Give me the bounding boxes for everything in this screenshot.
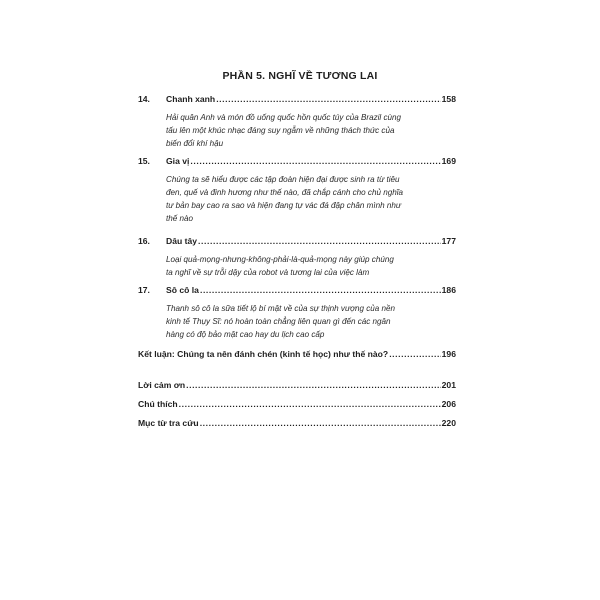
toc-entry-heading: [138, 348, 456, 360]
chapter-number: 16.: [138, 236, 150, 246]
dot-leader: [186, 379, 441, 391]
back-matter-title: Mục từ tra cứu: [138, 418, 199, 428]
page-number: 196: [441, 349, 456, 359]
dot-leader: [200, 284, 441, 296]
description-line: Loại quả-mọng-nhưng-không-phải-là-quả-mọng này giúp chúng: [166, 255, 394, 264]
toc-entry-heading: [138, 235, 456, 247]
toc-entry-heading: [138, 284, 456, 296]
toc-entry-chapter-14: [138, 93, 456, 150]
chapter-description: [166, 302, 456, 341]
toc-entry-chapter-16: [138, 235, 456, 279]
chapter-title: Chanh xanh: [166, 94, 216, 104]
description-line: đen, quế và đinh hương như thế nào, đã chắp cánh cho chủ nghĩa: [166, 188, 404, 197]
toc-entry-heading: [138, 93, 456, 105]
toc-entry-heading: [138, 417, 456, 429]
toc-entry-heading: [138, 398, 456, 410]
back-matter-title: Kết luận: Chúng ta nên đánh chén (kinh tế học) như thế nào?: [138, 349, 389, 359]
page-number: 169: [441, 156, 456, 166]
chapter-title: Gia vị: [166, 156, 190, 166]
back-matter-title: Lời cảm ơn: [138, 380, 186, 390]
toc-entry-heading: [138, 155, 456, 167]
dot-leader: [200, 417, 441, 429]
description-line: kinh tế Thụy Sĩ: nó hoàn toàn chẳng liên quan gì đến các ngân: [166, 317, 391, 326]
dot-leader: [190, 155, 440, 167]
chapter-number: 14.: [138, 94, 150, 104]
page-number: 220: [441, 418, 456, 428]
dot-leader: [198, 235, 441, 247]
description-line: ta nghĩ về sự trỗi dậy của robot và tương lai của việc làm: [166, 268, 370, 277]
description-line: hàng có độ bảo mật cao hay du lịch cao cấp: [166, 330, 325, 339]
description-line: tấu lên một khúc nhạc đáng suy ngẫm về những thách thức của: [166, 126, 395, 135]
chapter-number: 15.: [138, 156, 150, 166]
description-line: thế nào: [166, 214, 194, 223]
chapter-description: [166, 111, 456, 150]
description-line: Hải quân Anh và món đồ uống quốc hồn quốc túy của Brazil cùng: [166, 113, 402, 122]
chapter-title: Dâu tây: [166, 236, 198, 246]
back-matter-title: Chú thích: [138, 399, 178, 409]
toc-entry-heading: [138, 379, 456, 391]
toc-entry-index: [138, 417, 456, 429]
dot-leader: [216, 93, 440, 105]
part-title: PHẦN 5. NGHĨ VỀ TƯƠNG LAI: [222, 70, 378, 82]
dot-leader: [179, 398, 441, 410]
description-line: tư bản bay cao ra sao và hiện đang tự vác đá đập chân mình như: [166, 201, 401, 210]
toc-entry-acknowledgements: [138, 379, 456, 391]
page-number: 201: [441, 380, 456, 390]
page-number: 186: [441, 285, 456, 295]
description-line: biến đổi khí hậu: [166, 139, 224, 148]
description-line: Thanh sô cô la sữa tiết lộ bí mật về của sự thịnh vượng của nền: [166, 304, 396, 313]
toc-entry-chapter-15: [138, 155, 456, 225]
page-number: 158: [441, 94, 456, 104]
page-number: 177: [441, 236, 456, 246]
toc-entry-conclusion: [138, 348, 456, 360]
dot-leader: [389, 348, 440, 360]
toc-entry-chapter-17: [138, 284, 456, 341]
page-number: 206: [441, 399, 456, 409]
chapter-description: [166, 253, 456, 279]
description-line: Chúng ta sẽ hiểu được các tập đoàn hiện đại được sinh ra từ tiêu: [166, 175, 400, 184]
chapter-title: Sô cô la: [166, 285, 199, 295]
chapter-number: 17.: [138, 285, 150, 295]
chapter-description: [166, 173, 456, 225]
toc-entry-notes: [138, 398, 456, 410]
